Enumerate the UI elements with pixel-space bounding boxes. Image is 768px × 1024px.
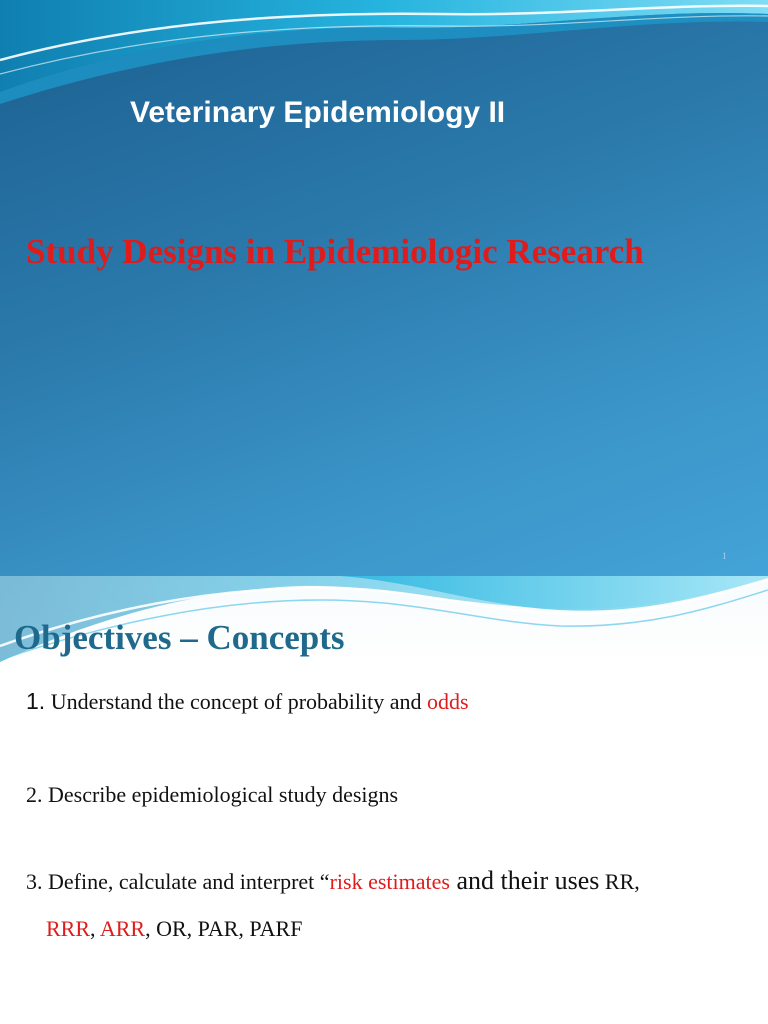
highlight-arr: ARR (99, 916, 146, 941)
objective-text-large: and their uses (449, 866, 600, 895)
objective-text: , OR, PAR, PARF (145, 916, 303, 941)
course-title: Veterinary Epidemiology II (130, 96, 506, 129)
highlight-odds: odds (427, 689, 469, 714)
objective-item-3-continued (46, 916, 302, 942)
lecture-subtitle: Study Designs in Epidemiologic Research (26, 232, 644, 271)
highlight-rrr: RRR (46, 916, 91, 941)
objectives-slide (0, 576, 768, 1024)
slide-title: Objectives – Concepts (14, 618, 345, 657)
objective-item-3 (26, 866, 640, 896)
separator: , (90, 916, 100, 941)
page-number: 1 (722, 551, 727, 561)
objective-text: RR, (599, 869, 640, 894)
objective-item-2 (26, 782, 398, 808)
objective-text: 3. Define, calculate and interpret “ (26, 869, 330, 894)
objective-number: 1. (26, 688, 46, 714)
objective-text: 2. Describe epidemiological study designs (26, 782, 399, 807)
objective-item-1 (26, 688, 469, 715)
objective-text: Understand the concept of probability and (50, 689, 428, 714)
highlight-risk-estimates: risk estimates (329, 869, 450, 894)
